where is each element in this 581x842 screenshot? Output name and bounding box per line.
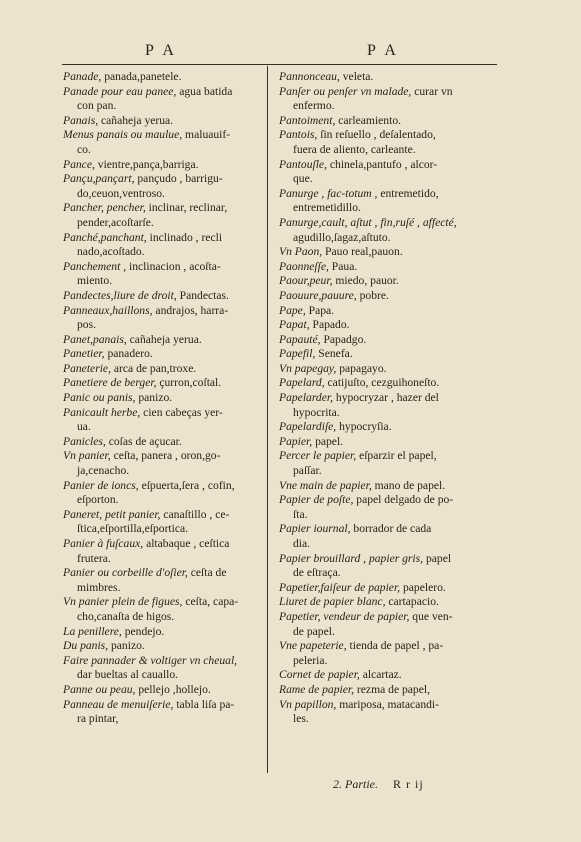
- dictionary-entry: [63, 362, 263, 377]
- running-head-right: P A: [367, 42, 399, 59]
- entry-headword: Papetier, vendeur de papier,: [279, 609, 410, 623]
- dictionary-entry: [279, 114, 500, 129]
- entry-definition: hypocryſia.: [336, 420, 392, 434]
- dictionary-entry: [279, 128, 500, 157]
- entry-headword: Pantouſle,: [279, 157, 327, 171]
- dictionary-entry: [63, 625, 263, 640]
- dictionary-entry: [63, 508, 263, 537]
- entry-continuation: con pan.: [77, 99, 117, 113]
- dictionary-entry: [279, 595, 500, 610]
- entry-definition: altabaque , ceſtica: [143, 537, 230, 550]
- dictionary-entry: [279, 85, 500, 114]
- dictionary-entry: [279, 581, 500, 596]
- dictionary-entry: [279, 158, 500, 187]
- entry-definition: papel: [423, 551, 452, 565]
- entry-headword: Liuret de papier blanc,: [279, 595, 386, 609]
- dictionary-entry: [63, 114, 263, 129]
- column-divider: [267, 66, 268, 773]
- entry-headword: Vn Paon,: [279, 245, 323, 259]
- entry-continuation: dar bueltas al cauallo.: [77, 668, 179, 682]
- left-column: [63, 70, 263, 727]
- entry-definition: papelero.: [400, 580, 446, 594]
- entry-headword: Pantois,: [279, 128, 318, 142]
- entry-headword: Panet,panais,: [63, 332, 127, 346]
- entry-definition: pobre.: [356, 288, 389, 302]
- dictionary-entry: [63, 566, 263, 595]
- entry-headword: Papetier,faiſeur de papier,: [279, 580, 401, 594]
- entry-headword: Vne main de papier,: [279, 478, 372, 492]
- entry-headword: Paonneſſe,: [279, 259, 329, 273]
- dictionary-entry: [63, 85, 263, 114]
- entry-definition: panizo.: [135, 391, 173, 405]
- entry-headword: Panier à fuſcaux,: [63, 537, 144, 550]
- entry-headword: Vne papeterie,: [279, 639, 347, 653]
- entry-definition: inclinacion , acoſta-: [126, 259, 221, 273]
- entry-definition: Pauo real,pauon.: [322, 245, 403, 259]
- entry-continuation: hypocrita.: [293, 405, 340, 419]
- dictionary-entry: [279, 216, 500, 245]
- entry-headword: Papelard,: [279, 376, 325, 390]
- entry-headword: Pantoiment,: [279, 113, 336, 127]
- entry-headword: Panchement ,: [63, 259, 127, 273]
- entry-continuation: co.: [77, 142, 91, 156]
- dictionary-entry: [63, 231, 263, 260]
- entry-definition: papel.: [312, 434, 344, 448]
- entry-headword: Panché,panchant,: [63, 230, 147, 244]
- entry-definition: alcartaz.: [359, 668, 402, 682]
- running-head-left: P A: [145, 42, 177, 59]
- entry-headword: Vn panier plein de figues,: [63, 595, 183, 609]
- entry-definition: mariposa, matacandi-: [336, 697, 440, 711]
- entry-definition: arca de pan,troxe.: [110, 361, 197, 375]
- entry-continuation: frutera.: [77, 551, 111, 565]
- entry-headword: Paour,peur,: [279, 274, 333, 288]
- dictionary-entry: [63, 698, 263, 727]
- dictionary-entry: [279, 479, 500, 494]
- entry-headword: Faire pannader & voltiger vn cheual,: [63, 653, 238, 667]
- dictionary-entry: [63, 128, 263, 157]
- entry-headword: Paneret, petit panier,: [63, 507, 161, 521]
- entry-definition: eſpuerta,ſera , cofin,: [138, 478, 235, 492]
- entry-headword: Pape,: [279, 303, 306, 317]
- entry-continuation: de eſtraça.: [293, 566, 341, 580]
- dictionary-entry: [279, 347, 500, 362]
- entry-headword: Percer le papier,: [279, 449, 357, 463]
- entry-continuation: que.: [293, 172, 313, 186]
- dictionary-entry: [63, 260, 263, 289]
- entry-definition: vientre,pança,barriga.: [94, 157, 199, 171]
- entry-continuation: pender,acoſtarſe.: [77, 215, 154, 229]
- entry-headword: Papefil,: [279, 347, 316, 361]
- entry-headword: Pancher, pencher,: [63, 201, 146, 215]
- entry-continuation: agudillo,ſagaz,aſtuto.: [293, 230, 391, 244]
- dictionary-entry: [63, 435, 263, 450]
- entry-definition: inclinado , recli: [146, 230, 223, 244]
- entry-headword: Panier ou corbeille d'oſier,: [63, 566, 188, 580]
- entry-definition: papel delgado de po-: [353, 493, 454, 507]
- entry-continuation: cho,canaſta de higos.: [77, 609, 175, 623]
- entry-continuation: ua.: [77, 420, 91, 434]
- entry-continuation: ſtica,eſportilla,eſportica.: [77, 522, 189, 536]
- dictionary-entry: [63, 289, 263, 304]
- entry-headword: Panſer ou penſer vn malade,: [279, 84, 412, 98]
- entry-definition: carleamiento.: [335, 113, 402, 127]
- entry-definition: cañaheja yerua.: [98, 113, 174, 127]
- entry-headword: Papier,: [279, 434, 313, 448]
- entry-headword: Papier iournal,: [279, 522, 351, 536]
- entry-definition: catijuſto, cezguihoneſto.: [324, 376, 440, 390]
- dictionary-entry: [63, 391, 263, 406]
- entry-definition: ceſta, panera , oron,go-: [110, 449, 221, 463]
- entry-definition: que ven-: [409, 609, 453, 623]
- dictionary-entry: [279, 289, 500, 304]
- entry-definition: cañaheja yerua.: [126, 332, 202, 346]
- dictionary-entry: [63, 654, 263, 683]
- dictionary-entry: [63, 683, 263, 698]
- entry-headword: Panais,: [63, 113, 99, 127]
- entry-headword: Panic ou panis,: [63, 391, 136, 405]
- entry-headword: Pance,: [63, 157, 95, 171]
- entry-definition: eſparzir el papel,: [356, 449, 437, 463]
- dictionary-entry: [279, 260, 500, 275]
- dictionary-entry: [279, 376, 500, 391]
- dictionary-entry: [63, 595, 263, 624]
- entry-definition: Papadgo.: [320, 332, 367, 346]
- right-column: [279, 70, 500, 727]
- entry-headword: Papat,: [279, 318, 310, 332]
- entry-continuation: fuera de aliento, carleante.: [293, 142, 416, 156]
- dictionary-entry: [279, 698, 500, 727]
- dictionary-entry: [63, 201, 263, 230]
- entry-definition: chinela,pantufo , alcor-: [326, 157, 438, 171]
- entry-headword: La penillere,: [63, 624, 122, 638]
- entry-continuation: mimbres.: [77, 580, 121, 594]
- dictionary-entry: [63, 376, 263, 391]
- dictionary-entry: [63, 333, 263, 348]
- entry-continuation: peleria.: [293, 653, 328, 667]
- entry-continuation: dia.: [293, 537, 311, 550]
- entry-definition: miedo, pauor.: [332, 274, 399, 288]
- entry-definition: ceſta, capa-: [182, 595, 239, 609]
- entry-headword: Du panis,: [63, 639, 109, 653]
- entry-definition: veleta.: [339, 70, 374, 83]
- dictionary-entry: [279, 245, 500, 260]
- entry-definition: borrador de cada: [350, 522, 432, 536]
- entry-definition: pançudo , barrigu-: [134, 172, 223, 186]
- entry-headword: Papier brouillard , papier gris,: [279, 551, 424, 565]
- dictionary-entry: [279, 610, 500, 639]
- dictionary-entry: [279, 318, 500, 333]
- entry-continuation: do,ceuon,ventroso.: [77, 186, 165, 200]
- entry-headword: Paouure,pauure,: [279, 288, 357, 302]
- dictionary-entry: [63, 70, 263, 85]
- dictionary-entry: [63, 406, 263, 435]
- dictionary-entry: [279, 683, 500, 698]
- footer-part: 2. Partie.: [333, 777, 378, 791]
- entry-definition: papagayo.: [336, 361, 387, 375]
- entry-headword: Panier de ioncs,: [63, 478, 139, 492]
- dictionary-entry: [279, 435, 500, 450]
- entry-headword: Pannonceau,: [279, 70, 340, 83]
- entry-definition: inclinar, reclinar,: [145, 201, 228, 215]
- entry-definition: panadero.: [104, 347, 153, 361]
- entry-continuation: miento.: [77, 274, 113, 288]
- entry-definition: mano de papel.: [371, 478, 446, 492]
- entry-definition: coſas de açucar.: [105, 434, 182, 448]
- entry-continuation: ra pintar,: [77, 712, 119, 726]
- entry-headword: Vn panier,: [63, 449, 111, 463]
- entry-definition: cartapacio.: [385, 595, 439, 609]
- entry-definition: cien cabeças yer-: [140, 405, 223, 419]
- entry-definition: agua batida: [176, 84, 233, 98]
- dictionary-entry: [63, 479, 263, 508]
- dictionary-entry: [279, 522, 500, 551]
- entry-headword: Panurge , fac-totum ,: [279, 186, 378, 200]
- dictionary-entry: [63, 158, 263, 173]
- entry-headword: Panicles,: [63, 434, 106, 448]
- entry-headword: Panade,: [63, 70, 102, 83]
- dictionary-entry: [279, 187, 500, 216]
- dictionary-entry: [63, 449, 263, 478]
- entry-headword: Panetier,: [63, 347, 105, 361]
- entry-headword: Panicault herbe,: [63, 405, 141, 419]
- dictionary-entry: [279, 552, 500, 581]
- entry-continuation: les.: [293, 712, 309, 726]
- entry-headword: Vn papillon,: [279, 697, 337, 711]
- entry-definition: rezma de papel,: [354, 682, 430, 696]
- entry-continuation: pos.: [77, 318, 97, 332]
- entry-definition: curar vn: [411, 84, 453, 98]
- entry-headword: Panurge,cault, aſtut , fin,ruſé , affecté,: [279, 215, 457, 229]
- dictionary-entry: [63, 304, 263, 333]
- entry-definition: pellejo ,hollejo.: [135, 682, 211, 696]
- header-rule: [62, 64, 497, 65]
- entry-headword: Panne ou peau,: [63, 682, 136, 696]
- entry-continuation: ſta.: [293, 507, 308, 521]
- entry-definition: maluauif-: [182, 128, 231, 142]
- entry-headword: Cornet de papier,: [279, 668, 360, 682]
- entry-definition: Senefa.: [315, 347, 353, 361]
- entry-definition: entremetido,: [377, 186, 439, 200]
- dictionary-entry: [279, 391, 500, 420]
- dictionary-entry: [279, 333, 500, 348]
- dictionary-entry: [279, 639, 500, 668]
- entry-headword: Panetiere de berger,: [63, 376, 157, 390]
- entry-headword: Pandectes,liure de droit,: [63, 288, 177, 302]
- dictionary-entry: [63, 639, 263, 654]
- entry-continuation: de papel.: [293, 624, 335, 638]
- entry-headword: Panneaux,haillons,: [63, 303, 153, 317]
- entry-definition: Paua.: [328, 259, 358, 273]
- entry-continuation: eſporton.: [77, 493, 119, 507]
- entry-definition: andrajos, harra-: [152, 303, 229, 317]
- entry-definition: çurron,coſtal.: [156, 376, 222, 390]
- entry-definition: pendejo.: [121, 624, 165, 638]
- dictionary-entry: [279, 449, 500, 478]
- footer-signature: R r ij: [393, 777, 424, 791]
- entry-definition: tienda de papel , pa-: [346, 639, 444, 653]
- entry-headword: Papelarder,: [279, 391, 333, 405]
- dictionary-entry: [279, 668, 500, 683]
- entry-definition: panizo.: [108, 639, 145, 653]
- entry-definition: tabla liſa pa-: [173, 697, 235, 711]
- dictionary-entry: [63, 537, 263, 566]
- entry-headword: Papier de poſte,: [279, 493, 354, 507]
- dictionary-entry: [279, 274, 500, 289]
- dictionary-entry: [279, 304, 500, 319]
- entry-headword: Menus panais ou maulue,: [63, 128, 183, 142]
- entry-headword: Papauté,: [279, 332, 321, 346]
- dictionary-entry: [279, 493, 500, 522]
- entry-continuation: entremetidillo.: [293, 201, 361, 215]
- entry-definition: ceſta de: [187, 566, 227, 580]
- entry-continuation: nado,acoſtado.: [77, 245, 145, 259]
- entry-definition: Pandectas.: [176, 288, 229, 302]
- entry-continuation: paſſar.: [293, 464, 322, 478]
- dictionary-entry: [279, 70, 500, 85]
- entry-continuation: ja,cenacho.: [77, 464, 130, 478]
- entry-headword: Vn papegay,: [279, 361, 337, 375]
- dictionary-entry: [279, 362, 500, 377]
- dictionary-entry: [63, 347, 263, 362]
- dictionary-entry: [63, 172, 263, 201]
- entry-headword: Paneterie,: [63, 361, 111, 375]
- entry-definition: hypocryzar , hazer del: [333, 391, 439, 405]
- entry-continuation: enfermo.: [293, 99, 335, 113]
- entry-headword: Pançu,pançart,: [63, 172, 135, 186]
- entry-definition: Papado.: [309, 318, 350, 332]
- entry-headword: Panneau de menuiſerie,: [63, 697, 174, 711]
- entry-headword: Panade pour eau panee,: [63, 84, 177, 98]
- entry-definition: ſin reſuello , deſalentado,: [317, 128, 436, 142]
- entry-headword: Rame de papier,: [279, 682, 355, 696]
- entry-definition: panada,panetele.: [101, 70, 182, 83]
- entry-definition: canaſtillo , ce-: [160, 507, 230, 521]
- dictionary-entry: [279, 420, 500, 435]
- entry-definition: Papa.: [305, 303, 335, 317]
- entry-headword: Papelardiſe,: [279, 420, 337, 434]
